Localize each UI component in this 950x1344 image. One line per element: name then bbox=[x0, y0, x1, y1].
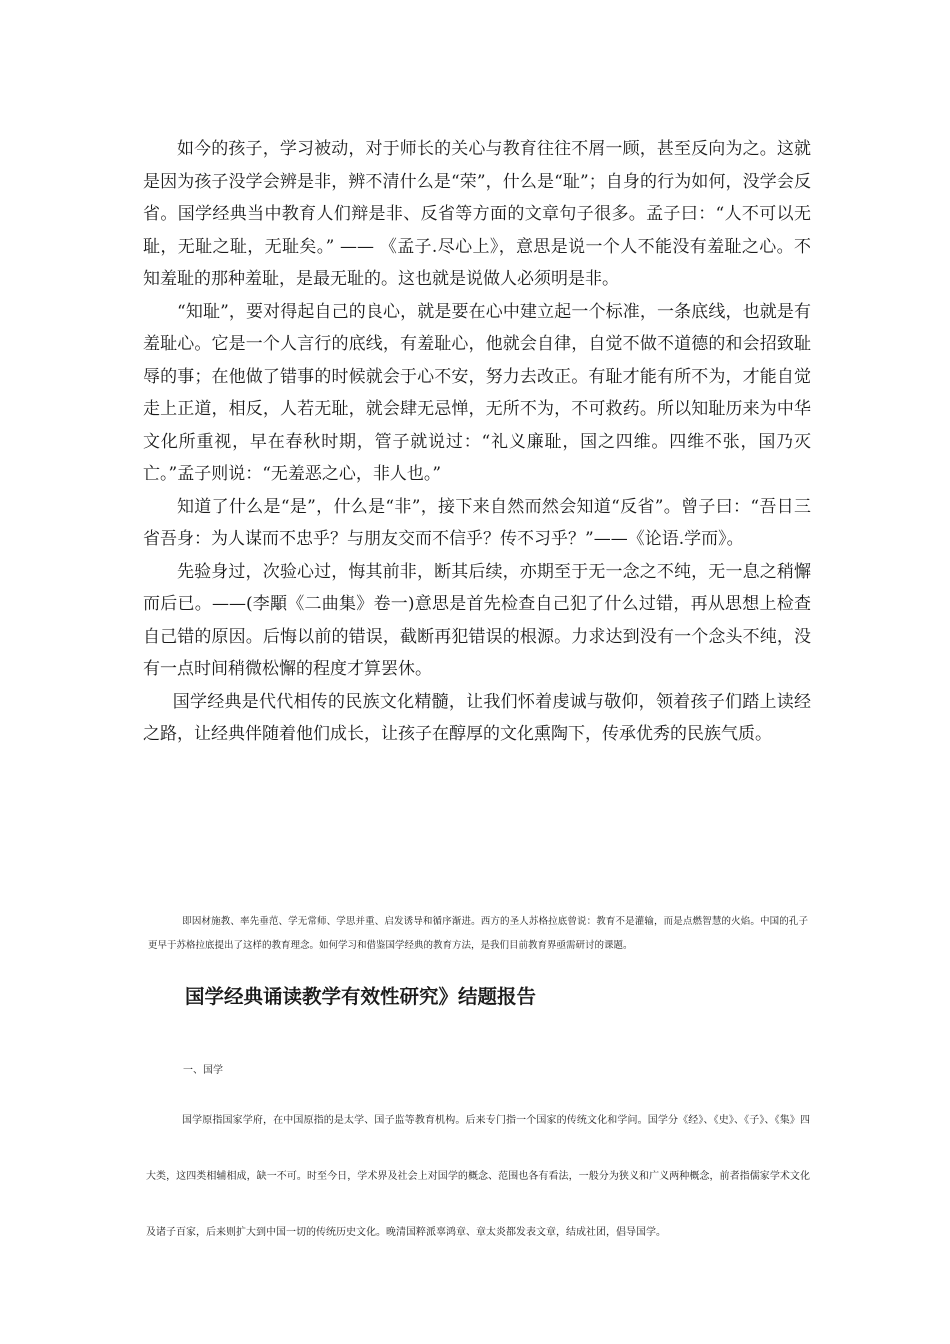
footnote-paragraph: 即因材施教、率先垂范、学无常师、学思并重、启发诱导和循序渐进。西方的圣人苏格拉底曾说：教育不是灌输，而是点燃智慧的火焰。中国的孔子更早于苏格拉底提出了这样的教育理念。如何学习和借鉴国学经典的教育方法，是我们目前教育界亟需研讨的课题。 bbox=[148, 916, 808, 951]
essay-paragraph-5: 国学经典是代代相传的民族文化精髓，让我们怀着虔诚与敬仰，领着孩子们踏上读经之路，让经典伴随着他们成长，让孩子在醇厚的文化熏陶下，传承优秀的民族气质。 bbox=[143, 691, 811, 744]
report-title: 国学经典诵读教学有效性研究》结题报告 bbox=[185, 985, 537, 1008]
report-body bbox=[146, 1093, 810, 1261]
essay-body bbox=[143, 133, 811, 751]
footnote-text bbox=[148, 910, 808, 958]
section-heading: 一、国学 bbox=[183, 1065, 223, 1076]
essay-paragraph-1: 如今的孩子，学习被动，对于师长的关心与教育往往不屑一顾，甚至反向为之。这就是因为孩子没学会辨是非，辨不清什么是“荣”，什么是“耻”；自身的行为如何，没学会反省。国学经典当中教育人们辩是非、反省等方面的文章句子很多。孟子曰：“人不可以无耻，无耻之耻，无耻矣。” —— 《孟子.尽心上》，意思是说一个人不能没有羞耻之心。不知羞耻的那种羞耻，是最无耻的。这也就是说做人必须明是非。 bbox=[143, 139, 811, 289]
report-paragraph: 国学原指国家学府，在中国原指的是太学、国子监等教育机构。后来专门指一个国家的传统文化和学问。国学分《经》、《史》、《子》、《集》四大类，这四类相辅相成，缺一不可。时至今日，学术界及社会上对国学的概念、范围也各有看法，一般分为狭义和广义两种概念，前者指儒家学术文化及诸子百家，后来则扩大到中国一切的传统历史文化。晚清国粹派辜鸿章、章太炎都发表文章，结成社团，倡导国学。 bbox=[146, 1115, 810, 1238]
essay-paragraph-4: 先验身过，次验心过，悔其前非，断其后续，亦期至于无一念之不纯，无一息之稍懈而后已。——(李顒《二曲集》卷一)意思是首先检查自己犯了什么过错，再从思想上检查自己错的原因。后悔以前的错误，截断再犯错误的根源。力求达到没有一个念头不纯，没有一点时间稍微松懈的程度才算罢休。 bbox=[143, 561, 811, 679]
essay-paragraph-2: “知耻”，要对得起自己的良心，就是要在心中建立起一个标准，一条底线，也就是有羞耻心。它是一个人言行的底线，有羞耻心，他就会自律，自觉不做不道德的和会招致耻辱的事；在他做了错事的时候就会于心不安，努力去改正。有耻才能有所不为，才能自觉走上正道，相反，人若无耻，就会肆无忌惮，无所不为，不可救药。所以知耻历来为中华文化所重视，早在春秋时期，管子就说过：“礼义廉耻，国之四维。四维不张，国乃灭亡。”孟子则说：“无羞恶之心，非人也。” bbox=[143, 301, 811, 484]
essay-paragraph-3: 知道了什么是“是”，什么是“非”，接下来自然而然会知道“反省”。曾子曰：“吾日三省吾身：为人谋而不忠乎？与朋友交而不信乎？传不习乎？”——《论语.学而》。 bbox=[143, 496, 811, 549]
